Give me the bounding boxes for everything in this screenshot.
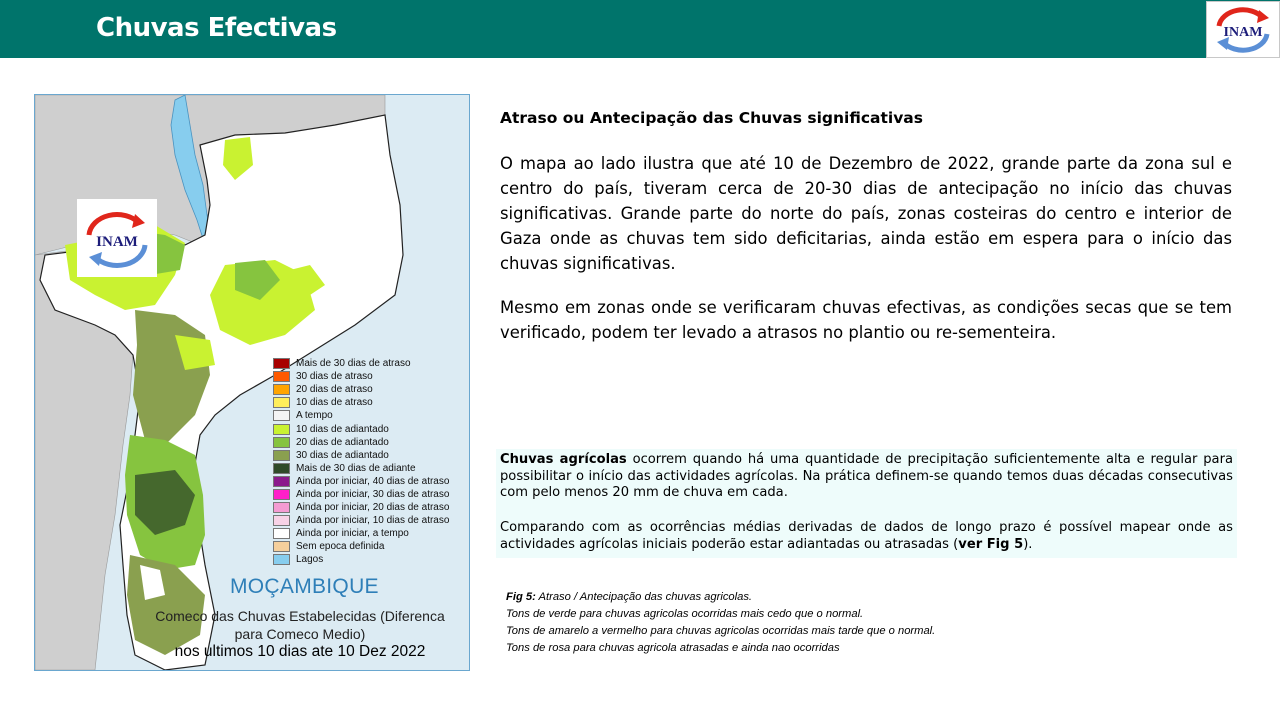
- legend-swatch: [273, 476, 290, 487]
- legend-swatch: [273, 502, 290, 513]
- figure-caption: [506, 589, 935, 657]
- definition-text: [500, 452, 1233, 502]
- paragraph-1: O mapa ao lado ilustra que até 10 de Dezembro de 2022, grande parte da zona sul e centro do país, tiveram cerca de 20-30 dias de antecipação no início das chuvas significativas. Grande parte do norte do país, zonas costeiras do centro e interior de Gaza onde as chuvas tem sido deficitarias, ainda estão em espera para o início das chuvas significativas.: [500, 154, 1232, 273]
- legend-item: [273, 449, 470, 462]
- legend-label: Mais de 30 dias de adiante: [296, 462, 416, 474]
- legend-label: 10 dias de adiantado: [296, 423, 389, 435]
- legend-swatch: [273, 397, 290, 408]
- caption-line2: Tons de verde para chuvas agricolas ocorridas mais cedo que o normal.: [506, 608, 864, 620]
- map-subtitle-line1: Comeco das Chuvas Estabelecidas (Diferenca: [155, 608, 445, 624]
- definition-term: Chuvas agrícolas: [500, 452, 627, 467]
- legend-swatch: [273, 384, 290, 395]
- paragraph-2: Mesmo em zonas onde se verificaram chuvas efectivas, as condições secas que se tem verificado, podem ter levado a atrasos no plantio ou re-sementeira.: [500, 298, 1232, 342]
- legend-swatch: [273, 554, 290, 565]
- legend-item: [273, 370, 470, 383]
- legend-item: [273, 383, 470, 396]
- map-inam-logo: [77, 199, 157, 277]
- legend-swatch: [273, 528, 290, 539]
- map-logo-icon: [77, 199, 157, 277]
- section-title: Atraso ou Antecipação das Chuvas significativas: [500, 109, 923, 127]
- legend-item: [273, 475, 470, 488]
- legend-label: Sem epoca definida: [296, 541, 385, 553]
- legend-label: 30 dias de atraso: [296, 371, 373, 383]
- legend-item: [273, 553, 470, 566]
- legend-swatch: [273, 450, 290, 461]
- definition-body: ocorrem quando há uma quantidade de precipitação suficientemente alta e regular para possibilitar o início das actividades agrícolas. Na prática definem-se quando temos duas décadas consecutivas com pelo menos 20 mm de chuva em cada.: [500, 452, 1233, 500]
- legend-swatch: [273, 437, 290, 448]
- legend-item: [273, 462, 470, 475]
- legend-swatch: [273, 489, 290, 500]
- legend-label: Ainda por iniciar, 40 dias de atraso: [296, 475, 450, 487]
- map-period: nos ultimos 10 dias ate 10 Dez 2022: [174, 643, 426, 660]
- inam-logo: [1206, 1, 1280, 58]
- legend-swatch: [273, 515, 290, 526]
- legend-item: [273, 422, 470, 435]
- legend-label: 30 dias de adiantado: [296, 449, 389, 461]
- legend-label: Ainda por iniciar, 10 dias de atraso: [296, 515, 450, 527]
- legend-item: [273, 540, 470, 553]
- legend-label: Ainda por iniciar, 30 dias de atraso: [296, 488, 450, 500]
- header-bar: [0, 0, 1280, 58]
- map-logo-text: INAM: [96, 234, 138, 250]
- legend-swatch: [273, 424, 290, 435]
- legend-label: A tempo: [296, 410, 333, 422]
- legend-item: [273, 396, 470, 409]
- legend-label: Ainda por iniciar, 20 dias de atraso: [296, 502, 450, 514]
- legend-item: [273, 357, 470, 370]
- rainfall-onset-map: [34, 94, 470, 671]
- legend-swatch: [273, 358, 290, 369]
- legend-item: [273, 527, 470, 540]
- inam-logo-icon: [1207, 2, 1279, 57]
- comparison-body: Comparando com as ocorrências médias derivadas de dados de longo prazo é possível mapear onde as actividades agrícolas iniciais poderão estar adiantadas ou atrasadas (: [500, 520, 1233, 552]
- map-subtitle-line2: para Comeco Medio): [234, 626, 366, 642]
- legend-item: [273, 436, 470, 449]
- legend-label: Mais de 30 dias de atraso: [296, 358, 411, 370]
- legend-label: 20 dias de adiantado: [296, 436, 389, 448]
- legend-swatch: [273, 541, 290, 552]
- caption-line1: Atraso / Antecipação das chuvas agricolas.: [535, 591, 753, 603]
- definition-box: [496, 449, 1237, 558]
- legend-swatch: [273, 463, 290, 474]
- legend-label: Lagos: [296, 554, 324, 566]
- legend-item: [273, 409, 470, 422]
- logo-text: INAM: [1223, 25, 1263, 40]
- legend-swatch: [273, 371, 290, 382]
- map-title: MOÇAMBIQUE: [230, 575, 379, 598]
- page-title: Chuvas Efectivas: [96, 13, 337, 43]
- legend-label: Ainda por iniciar, a tempo: [296, 528, 409, 540]
- legend-item: [273, 501, 470, 514]
- map-legend: [273, 357, 470, 567]
- legend-label: 10 dias de atraso: [296, 397, 373, 409]
- comparison-end: ).: [1023, 536, 1033, 552]
- map-subtitle: [135, 607, 465, 643]
- caption-label: Fig 5:: [506, 591, 536, 603]
- caption-line4: Tons de rosa para chuvas agricola atrasadas e ainda nao ocorridas: [506, 642, 840, 654]
- comparison-text: [500, 520, 1233, 553]
- legend-item: [273, 514, 470, 527]
- caption-line3: Tons de amarelo a vermelho para chuvas agricolas ocorridas mais tarde que o normal.: [506, 625, 936, 637]
- legend-swatch: [273, 410, 290, 421]
- legend-label: 20 dias de atraso: [296, 384, 373, 396]
- figure-reference: ver Fig 5: [958, 536, 1024, 552]
- legend-item: [273, 488, 470, 501]
